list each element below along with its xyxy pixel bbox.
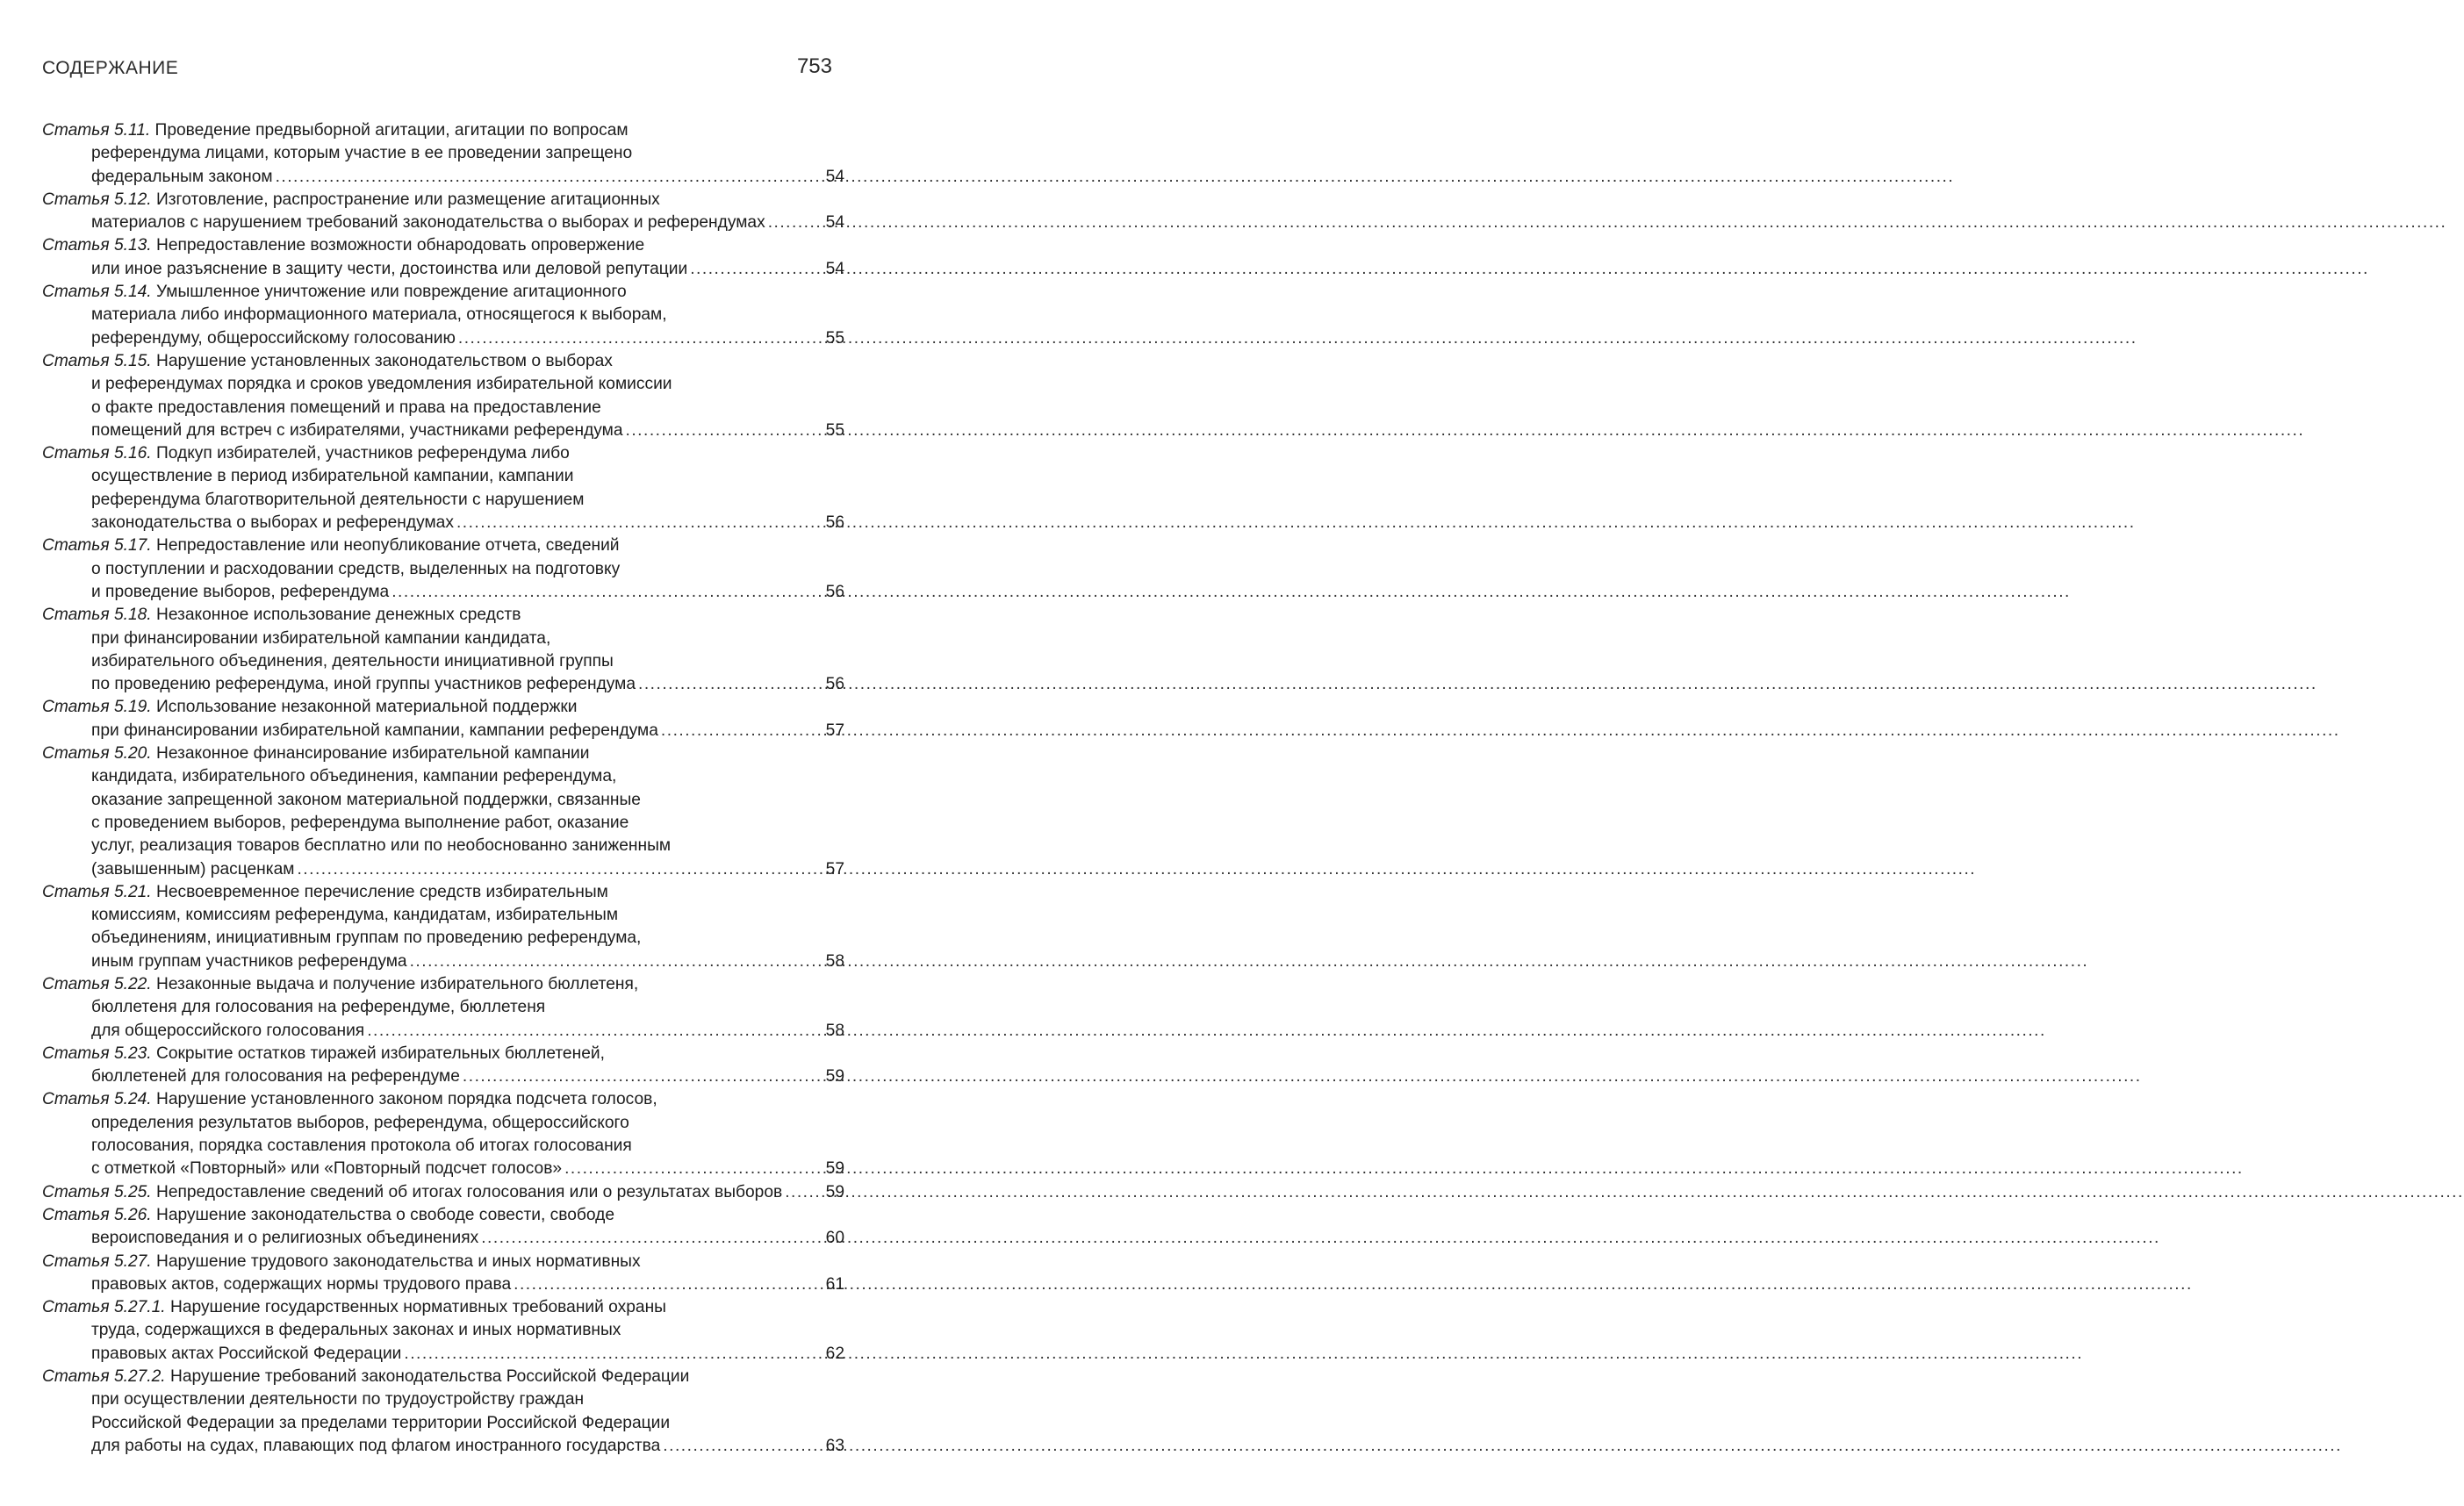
toc-line (42, 373, 844, 396)
toc-line (42, 534, 844, 557)
toc-line (42, 1043, 844, 1065)
article-title-text: помещений для встреч с избирателями, участниками референдума (91, 420, 623, 440)
toc-line (42, 1204, 844, 1227)
article-title-text: или иное разъяснение в защиту чести, достоинства или деловой репутации (91, 259, 688, 278)
toc-line-text (91, 420, 623, 442)
article-title-text: федеральным законом (91, 167, 273, 186)
article-title-text: с проведением выборов, референдума выполнение работ, оказание (91, 813, 629, 832)
toc-entry (42, 119, 844, 189)
article-title-text: Изготовление, распространение или размещение агитационных (151, 190, 660, 209)
toc-line-text (91, 581, 389, 604)
article-title-text: Незаконное финансирование избирательной кампании (151, 744, 590, 764)
toc-line-text (42, 536, 620, 555)
toc-page-number[interactable]: 54 (825, 259, 844, 278)
toc-entry (42, 604, 844, 696)
article-title-text: Использование незаконной материальной поддержки (151, 698, 578, 717)
article-title-text: труда, содержащихся в федеральных законах и иных нормативных (91, 1321, 621, 1340)
article-title-text: Непредоставление сведений об итогах голосования или о результатах выборов (151, 1182, 783, 1201)
toc-page-number[interactable]: 58 (825, 951, 844, 971)
article-number: Статья 5.17. (42, 536, 152, 556)
dot-leader (785, 1181, 821, 1204)
article-title-text: правовых актов, содержащих нормы трудового права (91, 1274, 512, 1294)
toc-line (42, 489, 844, 512)
toc-line (42, 858, 844, 881)
article-number: Статья 5.24. (42, 1090, 152, 1109)
article-title-text: референдума лицами, которым участие в ее проведении запрещено (91, 144, 633, 163)
running-title: СОДЕРЖАНИЕ (42, 58, 179, 78)
toc-line (42, 1435, 844, 1458)
toc-line-text (42, 283, 627, 301)
toc-entry (42, 189, 844, 235)
article-title-text: Российской Федерации за пределами территории Российской Федерации (91, 1413, 671, 1432)
toc-page-number[interactable]: 57 (825, 859, 844, 878)
toc-entry (42, 234, 844, 281)
toc-entry (42, 1204, 844, 1251)
article-title-text: услуг, реализация товаров бесплатно или по необоснованно заниженным (91, 836, 672, 856)
dot-leader (463, 1065, 821, 1088)
article-title-text: Проведение предвыборной агитации, агитации по вопросам (150, 121, 629, 140)
article-title-text: Нарушение государственных нормативных требований охраны (165, 1298, 666, 1317)
article-title-text: бюллетеня для голосования на референдуме, бюллетеня (91, 998, 546, 1017)
toc-line-text (91, 858, 294, 881)
toc-page-number[interactable]: 54 (825, 213, 844, 233)
article-title-text: референдума благотворительной деятельности с нарушением (91, 490, 585, 509)
toc-entry (42, 442, 844, 534)
article-number: Статья 5.22. (42, 974, 152, 993)
article-number: Статья 5.20. (42, 744, 152, 764)
dot-leader (456, 512, 821, 534)
toc-entry (42, 742, 844, 881)
article-title-text: с отметкой «Повторный» или «Повторный подсчет голосов» (91, 1159, 563, 1179)
article-title-text: о факте предоставления помещений и права на предоставление (91, 398, 601, 417)
article-title-text: Нарушение трудового законодательства и иных нормативных (151, 1251, 641, 1271)
toc-line (42, 166, 844, 189)
toc-line-text (91, 906, 618, 924)
toc-page-number[interactable]: 62 (825, 1344, 844, 1363)
toc-entry (42, 534, 844, 604)
article-title-text: законодательства о выборах и референдумах (91, 513, 454, 533)
toc-line (42, 304, 844, 326)
toc-line-text (91, 1020, 364, 1043)
book-page (0, 0, 878, 1506)
toc-line-text (42, 1090, 657, 1108)
toc-line (42, 835, 844, 857)
article-number: Статья 5.27.1. (42, 1298, 166, 1317)
article-title-text: Сокрытие остатков тиражей избирательных бюллетеней, (151, 1043, 605, 1063)
toc-entry (42, 881, 844, 973)
article-number: Статья 5.16. (42, 444, 152, 463)
toc-line-text (91, 212, 765, 234)
toc-line (42, 350, 844, 373)
article-title-text: для общероссийского голосования (91, 1021, 365, 1040)
toc-line (42, 1251, 844, 1273)
article-number: Статья 5.12. (42, 190, 152, 209)
toc-line (42, 696, 844, 719)
toc-line-text (42, 1252, 641, 1271)
dot-leader (690, 258, 821, 281)
article-number: Статья 5.11. (42, 121, 151, 140)
article-title-text: определения результатов выборов, референдума, общероссийского (91, 1113, 629, 1132)
article-title-text: при финансировании избирательной кампании, кампании референдума (91, 721, 658, 740)
toc-line-text (91, 629, 550, 648)
toc-entry (42, 281, 844, 350)
article-title-text: материала либо информационного материала, относящегося к выборам, (91, 305, 667, 325)
article-number: Статья 5.27. (42, 1251, 152, 1271)
toc-line (42, 119, 844, 142)
toc-line-text (91, 491, 585, 509)
toc-page-number[interactable]: 56 (825, 582, 844, 601)
toc-line (42, 397, 844, 420)
toc-line-text (42, 744, 589, 763)
toc-line-text (91, 950, 407, 973)
dot-leader (564, 1158, 821, 1180)
toc-page-number[interactable]: 59 (825, 1067, 844, 1086)
article-title-text: (завышенным) расценкам (91, 859, 295, 878)
toc-line-text (91, 652, 614, 671)
toc-line-text (91, 814, 629, 832)
toc-line-text (42, 190, 660, 209)
article-title-text: по проведению референдума, иной группы участников референдума (91, 675, 636, 694)
toc-line-text (42, 1181, 782, 1204)
toc-line-text (91, 375, 672, 393)
toc-line (42, 442, 844, 465)
article-number: Статья 5.21. (42, 882, 152, 901)
toc-line-text (91, 720, 658, 742)
toc-line-text (42, 1206, 614, 1224)
toc-line (42, 720, 844, 742)
article-title-text: Непредоставление или неопубликование отчета, сведений (151, 536, 620, 556)
toc-line (42, 904, 844, 927)
dot-leader (481, 1227, 821, 1250)
toc-page-number[interactable]: 54 (825, 167, 844, 186)
toc-line (42, 1319, 844, 1342)
article-title-text: Нарушение установленного законом порядка подсчета голосов, (151, 1090, 657, 1109)
toc-line-text (91, 166, 273, 189)
dot-leader (661, 720, 821, 742)
toc-page-number[interactable]: 57 (825, 721, 844, 740)
toc-entry (42, 1088, 844, 1180)
toc-line-text (42, 121, 629, 140)
toc-line-text (91, 398, 601, 417)
toc-entry (42, 973, 844, 1043)
toc-page-number[interactable]: 59 (825, 1182, 844, 1201)
toc-entry (42, 1296, 844, 1366)
article-title-text: и проведение выборов, референдума (91, 582, 390, 601)
toc-line-text (91, 673, 636, 696)
article-title-text: вероисповедания и о религиозных объединениях (91, 1229, 479, 1248)
article-title-text: при финансировании избирательной кампании кандидата, (91, 628, 551, 648)
toc-line (42, 281, 844, 304)
page-number: 753 (796, 54, 832, 78)
article-number: Статья 5.19. (42, 698, 152, 717)
toc-line-text (91, 791, 641, 809)
toc-line-text (91, 560, 620, 578)
toc-line-text (91, 1321, 621, 1339)
toc-line-text (42, 1298, 666, 1316)
article-title-text: Умышленное уничтожение или повреждение агитационного (151, 283, 627, 302)
article-number: Статья 5.14. (42, 283, 152, 302)
dot-leader (404, 1343, 821, 1366)
toc-line (42, 1273, 844, 1296)
toc-line-text (91, 1065, 460, 1088)
toc-line (42, 1065, 844, 1088)
toc-line (42, 558, 844, 581)
toc-line (42, 234, 844, 257)
article-title-text: кандидата, избирательного объединения, кампании референдума, (91, 767, 617, 786)
toc-page-number[interactable]: 59 (825, 1159, 844, 1179)
toc-line (42, 950, 844, 973)
dot-leader (638, 673, 821, 696)
toc-line (42, 1088, 844, 1111)
toc-line-text (91, 1343, 401, 1366)
toc-line-text (91, 836, 671, 855)
article-title-text: правовых актах Российской Федерации (91, 1344, 402, 1363)
toc-line-text (91, 1435, 660, 1458)
toc-line (42, 189, 844, 212)
article-title-text: референдуму, общероссийскому голосованию (91, 328, 456, 348)
toc-line (42, 1020, 844, 1043)
toc-line (42, 765, 844, 788)
toc-line (42, 212, 844, 234)
article-title-text: о поступлении и расходовании средств, выделенных на подготовку (91, 559, 621, 578)
toc-line (42, 1388, 844, 1411)
toc-entry (42, 1043, 844, 1089)
toc-line-text (42, 975, 638, 993)
toc-line-text (91, 144, 632, 162)
toc-line-text (91, 1114, 629, 1132)
toc-line (42, 881, 844, 904)
article-number: Статья 5.26. (42, 1205, 152, 1224)
toc-line (42, 1412, 844, 1435)
toc-entry (42, 696, 844, 742)
dot-leader (392, 581, 821, 604)
article-title-text: Нарушение установленных законодательством о выборах (151, 351, 613, 370)
toc-line (42, 420, 844, 442)
toc-line (42, 1366, 844, 1388)
toc-entry (42, 350, 844, 442)
toc-line-text (91, 1390, 584, 1409)
toc-line (42, 1158, 844, 1180)
toc-page-number[interactable]: 58 (825, 1021, 844, 1040)
toc-line-text (42, 883, 608, 901)
toc-line (42, 512, 844, 534)
dot-leader (768, 212, 821, 234)
toc-line (42, 927, 844, 950)
article-title-text: и референдумах порядка и сроков уведомления избирательной комиссии (91, 375, 672, 394)
toc-page-number[interactable]: 61 (825, 1274, 844, 1294)
toc-page-number[interactable]: 60 (825, 1229, 844, 1248)
toc-line-text (42, 606, 521, 624)
toc-line (42, 1343, 844, 1366)
dot-leader (297, 858, 821, 881)
toc-line (42, 650, 844, 673)
article-title-text: для работы на судах, плавающих под флагом иностранного государства (91, 1436, 661, 1455)
toc-line-text (91, 1227, 478, 1250)
article-title-text: иным группам участников референдума (91, 951, 407, 971)
toc-line (42, 628, 844, 650)
table-of-contents (42, 119, 844, 1458)
dot-leader (367, 1020, 821, 1043)
toc-page-number[interactable]: 56 (825, 675, 844, 694)
toc-line (42, 1181, 844, 1204)
toc-page-number[interactable]: 63 (825, 1436, 844, 1455)
toc-line-text (42, 352, 613, 370)
toc-line (42, 1135, 844, 1158)
toc-page-number[interactable]: 55 (825, 328, 844, 348)
article-title-text: Подкуп избирателей, участников референдума либо (151, 444, 570, 463)
article-title-text: Незаконные выдача и получение избирательного бюллетеня, (151, 974, 639, 993)
toc-line (42, 142, 844, 165)
toc-line-text (91, 1273, 511, 1296)
article-title-text: оказание запрещенной законом материальной поддержки, связанные (91, 790, 641, 809)
toc-line-text (91, 258, 687, 281)
toc-line (42, 973, 844, 996)
toc-line (42, 1227, 844, 1250)
toc-line-text (42, 1044, 605, 1063)
article-number: Статья 5.13. (42, 236, 152, 255)
article-title-text: избирательного объединения, деятельности инициативной группы (91, 651, 614, 671)
toc-line (42, 996, 844, 1019)
toc-line-text (91, 767, 616, 785)
dot-leader (626, 420, 821, 442)
article-title-text: объединениям, инициативным группам по проведению референдума, (91, 929, 642, 948)
toc-line-text (91, 305, 667, 324)
dot-leader (663, 1435, 821, 1458)
article-title-text: при осуществлении деятельности по трудоустройству граждан (91, 1390, 585, 1409)
toc-line (42, 1112, 844, 1135)
toc-page-number[interactable]: 56 (825, 513, 844, 533)
toc-line-text (91, 1158, 562, 1180)
article-title-text: материалов с нарушением требований законодательства о выборах и референдумах (91, 213, 765, 233)
article-title-text: Непредоставление возможности обнародовать опровержение (151, 236, 645, 255)
toc-line (42, 604, 844, 627)
dot-leader (514, 1273, 821, 1296)
toc-line (42, 465, 844, 488)
toc-line (42, 258, 844, 281)
article-title-text: Нарушение законодательства о свободе совести, свободе (151, 1205, 615, 1224)
article-number: Статья 5.25. (42, 1182, 152, 1201)
toc-line-text (91, 1414, 670, 1432)
dot-leader (410, 950, 821, 973)
article-title-text: осуществление в период избирательной кампании, кампании (91, 467, 574, 486)
toc-line (42, 812, 844, 835)
article-title-text: Незаконное использование денежных средств (151, 606, 521, 625)
article-title-text: Нарушение требований законодательства Российской Федерации (165, 1367, 690, 1387)
toc-line (42, 581, 844, 604)
toc-entry (42, 1181, 844, 1204)
toc-page-number[interactable]: 55 (825, 420, 844, 440)
toc-line-text (91, 1137, 632, 1155)
article-number: Статья 5.15. (42, 351, 152, 370)
toc-line (42, 673, 844, 696)
toc-line-text (91, 327, 456, 350)
toc-line-text (42, 444, 570, 463)
article-title-text: голосования, порядка составления протокола об итогах голосования (91, 1137, 632, 1156)
dot-leader (276, 166, 821, 189)
toc-line-text (42, 236, 644, 255)
toc-line (42, 1296, 844, 1319)
article-title-text: бюллетеней для голосования на референдуме (91, 1067, 460, 1086)
toc-line-text (91, 512, 454, 534)
article-number: Статья 5.27.2. (42, 1367, 166, 1387)
toc-line-text (91, 929, 641, 947)
toc-line-text (91, 998, 545, 1016)
toc-line (42, 327, 844, 350)
article-number: Статья 5.18. (42, 606, 152, 625)
toc-line-text (42, 698, 577, 716)
dot-leader (458, 327, 821, 350)
toc-line (42, 789, 844, 812)
toc-line-text (91, 467, 573, 485)
toc-entry (42, 1366, 844, 1458)
article-title-text: комиссиям, комиссиям референдума, кандидатам, избирательным (91, 906, 619, 925)
toc-line-text (42, 1367, 689, 1386)
toc-line (42, 742, 844, 765)
article-number: Статья 5.23. (42, 1043, 152, 1063)
article-title-text: Несвоевременное перечисление средств избирательным (151, 882, 608, 901)
toc-entry (42, 1251, 844, 1297)
